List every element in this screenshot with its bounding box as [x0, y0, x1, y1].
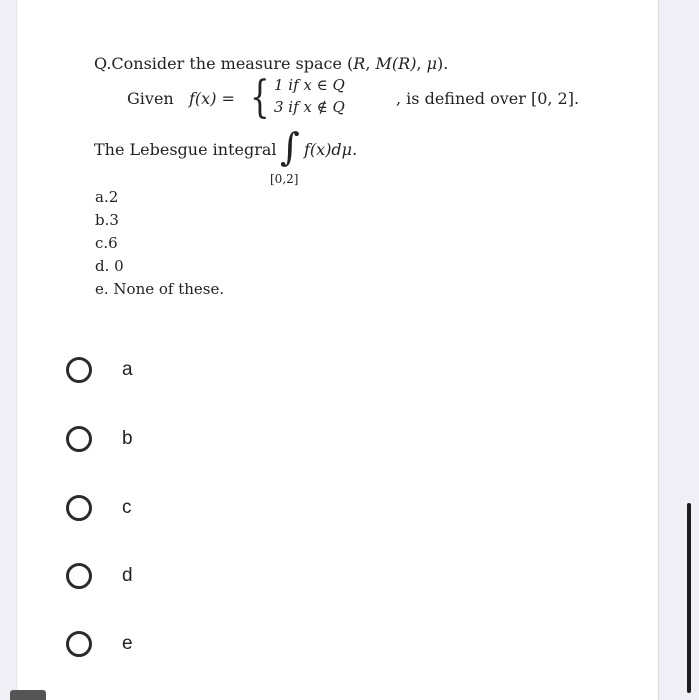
question-line-1	[94, 54, 448, 73]
radio-button-icon[interactable]	[66, 563, 92, 589]
left-frame-edge	[16, 0, 17, 700]
question-prefix: Q.Consider the measure space (	[94, 54, 354, 73]
option-text-a: a.2	[95, 188, 119, 206]
question-comma-1: ,	[365, 54, 376, 73]
radio-button-icon[interactable]	[66, 495, 92, 521]
choice-label: b	[122, 428, 133, 449]
option-text-c: c.6	[95, 234, 118, 252]
domain-text: , is defined over [0, 2].	[396, 89, 580, 108]
question-suffix: ).	[437, 54, 449, 73]
radio-button-icon[interactable]	[66, 357, 92, 383]
left-frame	[0, 0, 16, 700]
question-R: R	[353, 54, 366, 73]
choice-b[interactable]	[66, 421, 306, 457]
integral-label: The Lebesgue integral	[94, 140, 277, 159]
right-frame-edge	[658, 0, 659, 700]
choice-label: d	[122, 565, 133, 586]
radio-button-icon[interactable]	[66, 426, 92, 452]
choice-label: e	[122, 633, 133, 654]
question-comma-2: ,	[416, 54, 427, 73]
option-text-d: d. 0	[95, 257, 124, 275]
question-R2: (R)	[391, 54, 417, 73]
case-2: 3 if x ∉ Q	[274, 98, 345, 116]
integrand: f(x)dμ.	[304, 140, 358, 159]
choice-label: c	[122, 497, 132, 518]
right-frame	[659, 0, 699, 700]
given-label: Given	[127, 89, 174, 108]
choice-c[interactable]	[66, 490, 306, 526]
choice-e[interactable]	[66, 626, 306, 662]
question-mu: μ	[426, 54, 438, 73]
integral-sign-symbol: ∫	[280, 125, 300, 169]
choice-d[interactable]	[66, 558, 306, 594]
left-brace-symbol: {	[250, 72, 270, 123]
choice-a[interactable]	[66, 352, 306, 388]
option-text-b: b.3	[95, 211, 119, 229]
option-text-e: e. None of these.	[95, 280, 225, 298]
scrollbar[interactable]	[687, 503, 691, 693]
case-1: 1 if x ∈ Q	[274, 76, 345, 94]
choice-label: a	[122, 359, 133, 380]
corner-tab	[10, 690, 46, 700]
question-M: M	[375, 54, 392, 73]
function-definition: f(x) =	[189, 89, 235, 108]
radio-button-icon[interactable]	[66, 631, 92, 657]
integral-subscript: [0,2]	[270, 172, 299, 186]
